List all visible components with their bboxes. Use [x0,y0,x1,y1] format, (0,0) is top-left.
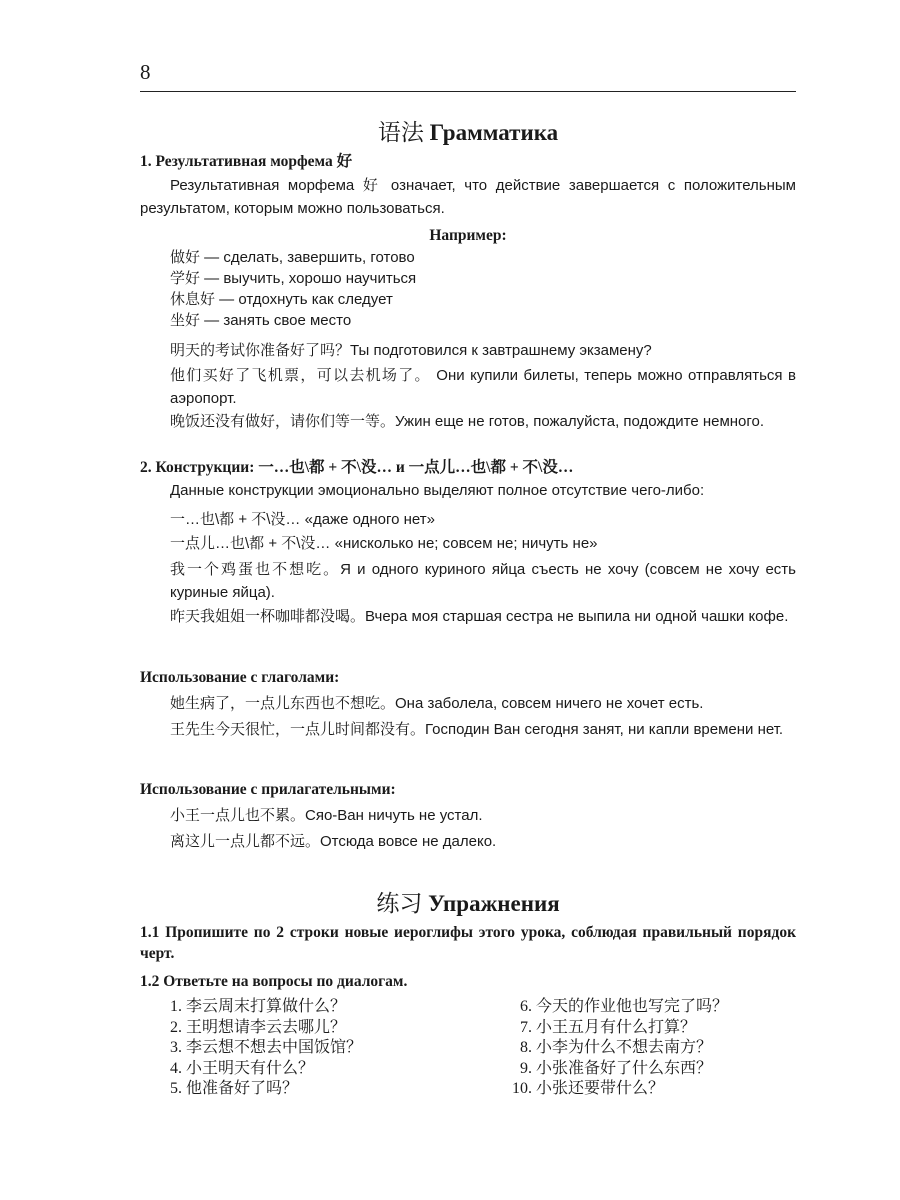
question-item: 1. 李云周末打算做什么？ [170,998,347,1015]
grammar-title-ru: Грамматика [429,120,559,145]
construction-example: 我一个鸡蛋也不想吃。Я и одного куриного яйца съесть не хочу (совсем не хочу есть куриные яйца). [170,561,796,601]
page-number: 8 [140,60,151,84]
example-label: Например: [429,227,507,244]
section2-intro: Данные конструкции эмоционально выделяют полное отсутствие чего-либо: [170,482,705,499]
verb-example: 她生病了，一点儿东西也不想吃。Она заболела, совсем ничего не хочет есть. [170,695,704,712]
question-item: 3. 李云想不想去中国饭馆？ [170,1039,363,1057]
question-item: 9. 小张准备好了什么东西？ [520,1059,713,1077]
grammar-title [140,114,796,147]
exercises-title [140,885,796,918]
construction-1: 一…也\都 + 不\没… «даже одного нет» [170,511,435,528]
question-item: 6. 今天的作业他也写完了吗？ [520,998,729,1015]
section1-heading: 1. Результативная морфема 好 [140,153,353,170]
example-sentence: 晚饭还没有做好，请你们等一等。Ужин еще не готов, пожалуйста, подождите немного. [170,413,765,430]
question-item: 2. 王明想请李云去哪儿？ [170,1018,347,1036]
exercises-title-cn: 练习 [376,891,423,916]
example-sentence: 明天的考试你准备好了吗？Ты подготовился к завтрашнему экзамену? [170,342,652,359]
verb-example: 王先生今天很忙，一点儿时间都没有。Господин Ван сегодня занят, ни капли времени нет. [170,721,784,738]
section2-heading: 2. Конструкции: 一…也\都 + 不\没… и 一点儿…也\都 + 不\没… [140,459,574,476]
questions-left [170,997,362,1100]
example-word: 坐好 — занять свое место [170,312,352,329]
example-sentence: 他们买好了飞机票，可以去机场了。 Они купили билеты, теперь можно отправляться в аэропорт. [170,367,796,407]
grammar-title-cn: 语法 [377,120,424,145]
adj-example: 离这儿一点儿都不远。Отсюда вовсе не далеко. [170,833,497,850]
question-item: 5. 他准备好了吗？ [170,1080,299,1098]
exercises-title-ru: Упражнения [428,891,560,916]
exercise-1-1: 1.1 Пропишите по 2 строки новые иероглифы этого урока, соблюдая правильный порядок черт. [140,924,796,962]
question-item: 4. 小王明天有什么？ [170,1059,315,1077]
example-word: 做好 — сделать, завершить, готово [170,249,415,266]
question-item: 10. 小张还要带什么？ [512,1080,665,1098]
construction-2: 一点儿…也\都 + 不\没… «нисколько не; совсем не; ничуть не» [170,535,598,552]
verbs-heading: Использование с глаголами: [140,669,340,686]
header-rule [140,91,796,92]
adj-example: 小王一点儿也不累。Сяо-Ван ничуть не устал. [170,807,483,824]
question-item: 8. 小李为什么不想去南方？ [520,1039,713,1057]
example-word: 学好 — выучить, хорошо научиться [170,270,417,287]
exercise-1-2: 1.2 Ответьте на вопросы по диалогам. [140,973,408,990]
question-item: 7. 小王五月有什么打算？ [520,1018,697,1036]
adj-heading: Использование с прилагательными: [140,781,396,798]
construction-example: 昨天我姐姐一杯咖啡都没喝。Вчера моя старшая сестра не выпила ни одной чашки кофе. [170,608,789,625]
questions-right [512,997,728,1100]
section1-intro: Результативная морфема 好 означает, что действие завершается с положительным результатом, которым можно пользоваться. [140,177,796,217]
example-word: 休息好 — отдохнуть как следует [170,291,393,308]
